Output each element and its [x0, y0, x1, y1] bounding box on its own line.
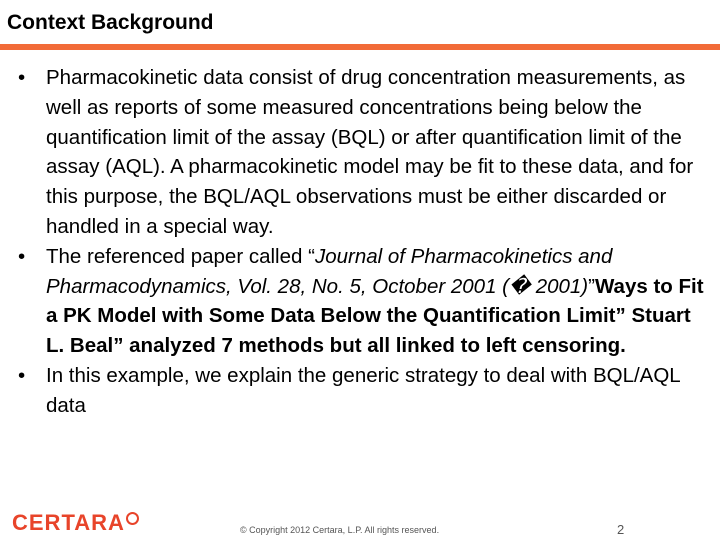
bullet-text: The referenced paper called “ — [46, 244, 315, 268]
bullet-dot-icon: • — [18, 66, 26, 89]
bullet-text: In this example, we explain the generic strategy to deal with BQL/AQL data — [46, 363, 680, 417]
bullet-dot-icon: • — [18, 244, 26, 268]
bullet-item — [18, 63, 708, 242]
logo-text: CERTARA — [12, 510, 125, 535]
certara-logo — [12, 510, 139, 536]
bullet-item — [18, 361, 708, 421]
title-underline — [0, 44, 720, 50]
logo-ring-icon — [126, 512, 139, 525]
copyright-text: © Copyright 2012 Certara, L.P. All rights reserved. — [240, 525, 440, 535]
bullet-list — [18, 63, 708, 421]
bullet-text: ” — [588, 274, 595, 298]
slide-title: Context Background — [7, 11, 214, 34]
page-number: 2 — [617, 522, 625, 537]
bullet-item — [18, 242, 708, 361]
bullet-text: Journal of Pharmacokinetics and Pharmacodynamics, Vol. 28, No. 5, October 2001 (� 2001) — [46, 244, 613, 298]
bullet-dot-icon: • — [18, 363, 26, 387]
bullet-text: Pharmacokinetic data consist of drug concentration measurements, as well as reports of some measured concentrations being below the quantification limit of the assay (BQL) or after quantification limit of the assay (AQL). A pharmacokinetic model may be fit to these data, and for this purpose, the BQL/AQL observations must be either discarded or handled in a special way. — [46, 66, 694, 238]
bullet-text: Ways to Fit a PK Model with Some Data Below the Quantification Limit” Stuart L. Beal” analyzed 7 methods but all linked to left censoring. — [46, 274, 704, 358]
